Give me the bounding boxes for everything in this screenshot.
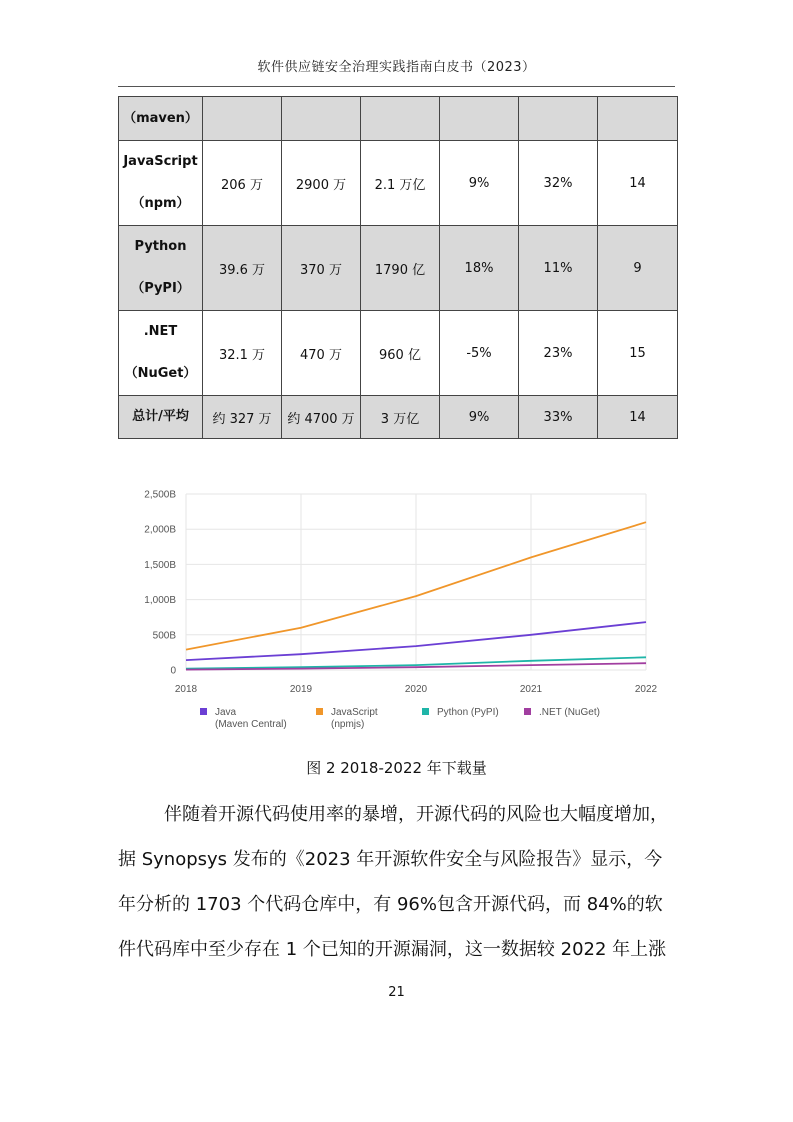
table-row-label-line: .NET [143,324,178,339]
legend-swatch [524,708,531,715]
y-tick-label: 2,500B [144,489,176,501]
table-cell: 1790 亿 [361,226,440,311]
page-number: 21 [388,985,405,1000]
x-tick-label: 2021 [519,684,543,695]
table-cell: 32% [519,141,598,226]
table-cell [598,97,678,141]
table-row [119,311,678,396]
x-tick-label: 2019 [289,684,313,695]
table-cell: -5% [440,311,519,396]
body-line: 年分析的 1703 个代码仓库中，有 96%包含开源代码，而 84%的软 [118,894,663,915]
page-header-title: 软件供应链安全治理实践指南白皮书（2023） [257,60,536,75]
table-cell: 14 [598,396,678,439]
table-cell [203,97,282,141]
legend-label: (npmjs) [331,719,365,730]
body-line: 件代码库中至少存在 1 个已知的开源漏洞，这一数据较 2022 年上涨 [118,939,667,960]
table-cell: 960 亿 [361,311,440,396]
table-cell: 18% [440,226,519,311]
table-row-label-line: （NuGet） [124,366,197,381]
x-tick-label: 2020 [404,684,428,695]
table-cell: 11% [519,226,598,311]
table-cell: 32.1 万 [203,311,282,396]
table-cell: 370 万 [282,226,361,311]
y-tick-label: 0 [170,665,176,677]
table-row-label-line: 总计/平均 [132,409,189,424]
legend-label: (Maven Central) [215,719,287,730]
table-cell: 39.6 万 [203,226,282,311]
legend-label: .NET (NuGet) [539,707,600,718]
table-row-label-line: Python [134,239,187,254]
table-cell: 14 [598,141,678,226]
table-row [119,141,678,226]
legend-label: Java [215,707,237,718]
table-row-label-line: （maven） [123,110,198,126]
legend-swatch [316,708,323,715]
legend-label: JavaScript [331,707,378,718]
table-cell: 3 万亿 [361,396,440,439]
table-cell: 9% [440,141,519,226]
table-row [119,226,678,311]
table-row-label-line: （npm） [131,196,190,211]
table-cell: 2900 万 [282,141,361,226]
y-tick-label: 1,500B [144,559,176,571]
table-row-label [119,311,203,396]
body-line: 据 Synopsys 发布的《2023 年开源软件安全与风险报告》显示，今 [118,849,663,870]
table-cell: 206 万 [203,141,282,226]
table-cell: 33% [519,396,598,439]
legend-swatch [422,708,429,715]
table-cell: 约 327 万 [203,396,282,439]
table-row-label-line: （PyPI） [131,281,190,296]
body-paragraph [118,792,678,972]
legend-label: Python (PyPI) [437,707,499,718]
table-cell [361,97,440,141]
x-tick-label: 2018 [174,684,198,695]
table-row-label-line: JavaScript [123,154,198,169]
table-cell [440,97,519,141]
table-row-label [119,226,203,311]
y-tick-label: 2,000B [144,524,176,536]
body-line: 伴随着开源代码使用率的暴增，开源代码的风险也大幅度增加， [164,804,668,825]
y-tick-label: 500B [152,630,176,642]
legend-swatch [200,708,207,715]
table-row-label [119,141,203,226]
y-tick-label: 1,000B [144,595,176,607]
table-row [119,396,678,439]
table-cell: 470 万 [282,311,361,396]
table-row-label [119,97,203,141]
data-table [118,96,678,439]
table-cell: 23% [519,311,598,396]
table-cell: 15 [598,311,678,396]
table-row-label [119,396,203,439]
table-cell: 约 4700 万 [282,396,361,439]
download-chart [140,484,670,744]
figure-caption: 图 2 2018-2022 年下载量 [306,759,487,777]
x-tick-label: 2022 [634,684,658,695]
table-row [119,97,678,141]
table-cell: 2.1 万亿 [361,141,440,226]
table-cell: 9 [598,226,678,311]
download-chart-svg [140,484,670,744]
table-cell [282,97,361,141]
header-divider [118,86,675,87]
table-cell: 9% [440,396,519,439]
table-cell [519,97,598,141]
